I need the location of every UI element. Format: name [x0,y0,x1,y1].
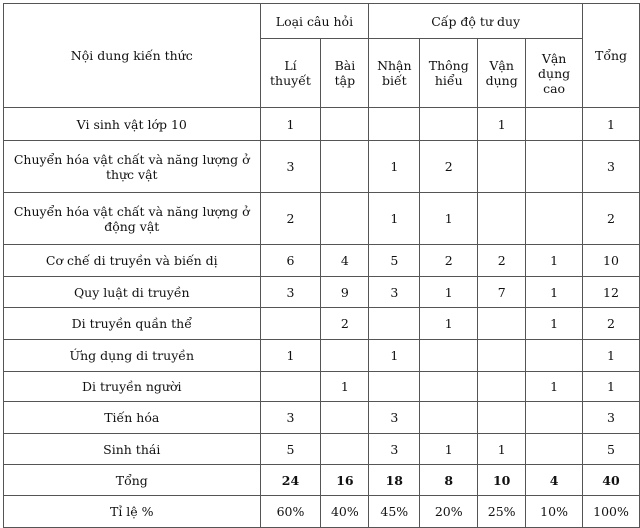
topic-line: Chuyển hóa vật chất và năng lượng ở [13,203,250,219]
recognition-cell [369,108,420,141]
recognition-total: 18 [369,465,420,496]
header-application [478,39,526,108]
topic-line: Di truyền người [82,379,182,394]
exercise-cell: 2 [321,308,369,340]
recognition-cell: 5 [369,245,420,277]
header-application-line: Vận [489,58,514,73]
ratio-row [4,496,640,528]
topic-cell [4,108,261,141]
exercise-ratio: 40% [321,496,369,528]
theory-cell: 5 [260,434,321,465]
header-exercise-line: Bài [334,58,356,73]
theory-cell: 6 [260,245,321,277]
total-cell: 1 [583,340,640,372]
understanding-cell [420,340,478,372]
application-cell [478,402,526,434]
header-high-application-line: Vận [541,50,567,66]
topic-line: thực vật [105,166,158,182]
high-application-cell: 1 [526,372,583,402]
theory-cell [260,308,321,340]
header-understanding [420,39,478,108]
application-cell [478,308,526,340]
theory-ratio: 60% [260,496,321,528]
application-cell: 1 [478,434,526,465]
understanding-ratio: 20% [420,496,478,528]
application-cell: 2 [478,245,526,277]
high-application-ratio: 10% [526,496,583,528]
theory-cell: 3 [260,277,321,308]
exercise-cell [321,193,369,245]
application-cell [478,340,526,372]
understanding-cell [420,108,478,141]
totals-label: Tổng [4,465,261,496]
theory-cell: 3 [260,402,321,434]
application-ratio: 25% [478,496,526,528]
high-application-cell [526,108,583,141]
exercise-total: 16 [321,465,369,496]
grand-total: 40 [583,465,640,496]
header-total: Tổng [583,4,640,108]
topic-cell [4,193,261,245]
topic-cell [4,308,261,340]
recognition-cell: 3 [369,434,420,465]
topic-cell [4,340,261,372]
understanding-cell [420,372,478,402]
header-exercise [321,39,369,108]
high-application-cell [526,402,583,434]
header-content: Nội dung kiến thức [4,4,261,108]
recognition-cell: 3 [369,277,420,308]
high-application-cell: 1 [526,277,583,308]
total-cell: 10 [583,245,640,277]
topic-line: Di truyền quần thể [71,316,192,331]
application-cell: 7 [478,277,526,308]
header-application-line: dụng [485,73,518,88]
header-theory-line: Lí [284,58,297,73]
exercise-cell [321,340,369,372]
high-application-cell [526,340,583,372]
high-application-cell [526,434,583,465]
topic-line: Quy luật di truyền [73,284,190,300]
topic-cell [4,277,261,308]
topic-cell [4,245,261,277]
total-ratio: 100% [583,496,640,528]
table-row [4,245,640,277]
header-understanding-line: hiểu [434,73,463,88]
totals-row [4,465,640,496]
application-cell [478,193,526,245]
table-row [4,402,640,434]
topic-cell [4,141,261,193]
exercise-cell: 9 [321,277,369,308]
understanding-cell [420,402,478,434]
application-cell [478,372,526,402]
topic-line: Ứng dụng di truyền [69,348,194,363]
table-row [4,277,640,308]
topic-line: Tiến hóa [104,410,160,425]
theory-cell: 3 [260,141,321,193]
high-application-cell: 1 [526,308,583,340]
understanding-cell: 2 [420,245,478,277]
total-cell: 3 [583,402,640,434]
total-cell: 12 [583,277,640,308]
topic-cell [4,372,261,402]
application-cell: 1 [478,108,526,141]
header-high-application [526,39,583,108]
total-cell: 5 [583,434,640,465]
topic-cell [4,402,261,434]
table-row [4,372,640,402]
recognition-cell: 1 [369,340,420,372]
topic-line: Vi sinh vật lớp 10 [76,116,187,132]
table-row [4,108,640,141]
topic-line: Sinh thái [103,441,161,457]
application-cell [478,141,526,193]
understanding-cell: 1 [420,277,478,308]
total-cell: 2 [583,193,640,245]
table-row [4,340,640,372]
exercise-cell [321,434,369,465]
high-application-total: 4 [526,465,583,496]
theory-cell: 1 [260,340,321,372]
exercise-cell: 4 [321,245,369,277]
header-thinking-level: Cấp độ tư duy [369,4,583,39]
recognition-cell [369,372,420,402]
header-high-application-line: dụng [538,65,571,81]
application-total: 10 [478,465,526,496]
high-application-cell: 1 [526,245,583,277]
understanding-cell: 1 [420,193,478,245]
understanding-total: 8 [420,465,478,496]
exercise-cell [321,141,369,193]
exercise-cell: 1 [321,372,369,402]
exercise-cell [321,108,369,141]
table-row [4,193,640,245]
topic-line: động vật [104,218,160,234]
understanding-cell: 1 [420,434,478,465]
recognition-cell [369,308,420,340]
topic-cell [4,434,261,465]
topic-line: Chuyển hóa vật chất và năng lượng ở [13,151,250,167]
theory-cell [260,372,321,402]
theory-total: 24 [260,465,321,496]
header-theory [260,39,321,108]
recognition-ratio: 45% [369,496,420,528]
total-cell: 1 [583,108,640,141]
theory-cell: 1 [260,108,321,141]
exercise-cell [321,402,369,434]
table-row [4,308,640,340]
header-understanding-line: Thông [428,58,469,73]
table-row [4,434,640,465]
header-question-type: Loại câu hỏi [260,4,369,39]
understanding-cell: 1 [420,308,478,340]
header-high-application-line: cao [543,80,566,96]
high-application-cell [526,141,583,193]
recognition-cell: 1 [369,193,420,245]
header-recognition [369,39,420,108]
table-row [4,141,640,193]
understanding-cell: 2 [420,141,478,193]
total-cell: 1 [583,372,640,402]
header-recognition-line: Nhận [377,58,412,73]
header-theory-line: thuyết [270,73,311,88]
distribution-table-wrapper [3,3,640,528]
topic-line: Cơ chế di truyền và biến dị [45,253,218,268]
recognition-cell: 3 [369,402,420,434]
header-exercise-line: tập [334,73,356,88]
recognition-cell: 1 [369,141,420,193]
high-application-cell [526,193,583,245]
question-distribution-table [3,3,640,528]
total-cell: 3 [583,141,640,193]
header-recognition-line: biết [381,73,407,88]
theory-cell: 2 [260,193,321,245]
ratio-label: Tỉ lệ % [4,496,261,528]
total-cell: 2 [583,308,640,340]
